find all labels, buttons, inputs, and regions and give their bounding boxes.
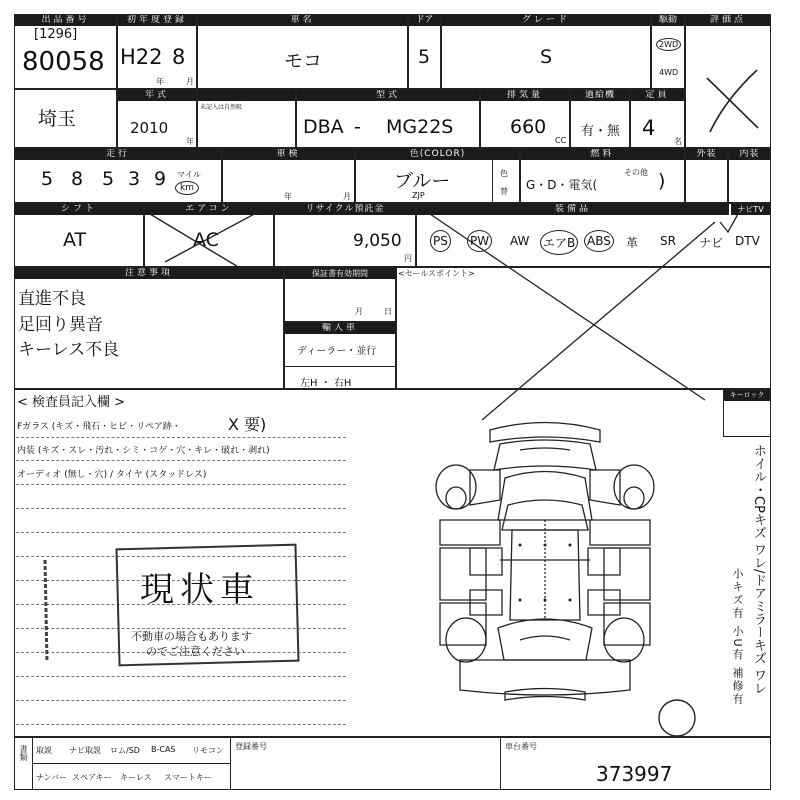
option-3: エアB bbox=[540, 230, 578, 255]
aircon-strike-1 bbox=[150, 214, 240, 268]
docs-item-b-3: スマートキー bbox=[164, 773, 212, 782]
import-header: 輸入車 bbox=[285, 323, 395, 334]
grade-value: S bbox=[540, 46, 553, 68]
mileage-unit-mile: マイル bbox=[177, 170, 201, 179]
sales-x-line-1 bbox=[430, 214, 705, 400]
option-4: ABS bbox=[584, 230, 614, 252]
option-8: DTV bbox=[735, 234, 760, 248]
model-header: 型式 bbox=[297, 90, 479, 101]
chassis-number: 373997 bbox=[596, 762, 673, 786]
drive-2wd-circled: 2WD bbox=[656, 38, 681, 51]
first-reg-year: H22 bbox=[120, 45, 163, 69]
docs-item-3: B-CAS bbox=[151, 745, 176, 754]
option-1: PW bbox=[467, 230, 492, 252]
inspector-line-1: Fガラス (キズ・飛石・ヒビ・リペア跡・ bbox=[17, 422, 181, 432]
recycle-header: リサイクル預託金 bbox=[275, 204, 415, 215]
stamp-line-2: のでご注意ください bbox=[146, 645, 245, 658]
drive-4wd: 4WD bbox=[659, 68, 679, 77]
option-6: SR bbox=[660, 234, 676, 248]
model-year-header: 年式 bbox=[118, 90, 196, 101]
docs-item-b-1: スペアキー bbox=[72, 773, 112, 782]
check-mark bbox=[720, 214, 738, 232]
docs-item-2: ロム/SD bbox=[110, 746, 140, 755]
mileage-header: 走行 bbox=[15, 149, 221, 160]
docs-item-4: リモコン bbox=[192, 746, 224, 755]
mileage-digit-4: 3 bbox=[128, 168, 141, 190]
fuel-other: その他 bbox=[624, 168, 648, 177]
aircon-header: エアコン bbox=[145, 204, 273, 215]
inspection-header: 車検 bbox=[223, 149, 354, 160]
color-header: 色(COLOR) bbox=[356, 149, 519, 160]
doors-value: 5 bbox=[418, 46, 431, 68]
model-code: MG22S bbox=[386, 116, 454, 138]
import-value: ディーラー・並行 bbox=[297, 346, 377, 357]
vertical-note-1: ホイル・CPキズ ワレ/ドアミラーキズ ワレ bbox=[751, 444, 766, 695]
inspector-header: < 検査員記入欄 > bbox=[17, 395, 126, 410]
interior-header: 内装 bbox=[729, 149, 770, 160]
mileage-digit-5: 9 bbox=[154, 168, 167, 190]
mileage-unit-km-circled: km bbox=[175, 181, 199, 195]
docs-item-b-2: キーレス bbox=[120, 773, 152, 782]
car-name-header: 車名 bbox=[198, 15, 407, 26]
sales-point-header: <セールスポイント> bbox=[398, 269, 475, 278]
region-value: 埼玉 bbox=[38, 108, 77, 130]
shift-header: シフト bbox=[15, 204, 143, 215]
stamp-line-1: 不動車の場合もあります bbox=[131, 630, 252, 643]
key-circle bbox=[659, 700, 695, 736]
capacity-unit: 名 bbox=[674, 137, 682, 146]
exterior-header: 外装 bbox=[686, 149, 727, 160]
first-reg-month: 8 bbox=[172, 45, 186, 69]
fuel-close: ) bbox=[658, 170, 666, 192]
model-year-unit: 年 bbox=[186, 137, 194, 146]
first-reg-year-unit: 年 bbox=[156, 77, 164, 86]
aircon-value: AC bbox=[193, 229, 219, 251]
remark-3: キーレス不良 bbox=[18, 340, 120, 360]
color-side-2: 替 bbox=[500, 187, 508, 196]
model-year-value: 2010 bbox=[130, 119, 169, 137]
turbo-value: 有・無 bbox=[581, 124, 621, 139]
sales-x-line-2 bbox=[482, 222, 715, 420]
docs-item-1: ナビ取説 bbox=[69, 746, 101, 755]
inspection-month-unit: 月 bbox=[343, 192, 351, 201]
lot-number: 80058 bbox=[22, 47, 105, 77]
capacity-header: 定員 bbox=[631, 90, 684, 101]
remarks-header: 注意事項 bbox=[15, 268, 283, 279]
displacement-unit: CC bbox=[555, 136, 567, 145]
remark-2: 足回り異音 bbox=[18, 315, 103, 335]
color-value: ブルー bbox=[394, 170, 451, 192]
options-header: 装備品 bbox=[417, 204, 729, 215]
doors-header: ドア bbox=[409, 15, 440, 26]
shift-value: AT bbox=[63, 229, 87, 251]
mileage-digit-3: 5 bbox=[102, 168, 115, 190]
turbo-header: 過給機 bbox=[571, 90, 629, 101]
car-diagram bbox=[436, 423, 654, 701]
warranty-month: 月 bbox=[355, 307, 363, 316]
mileage-digit-1: 5 bbox=[41, 168, 54, 190]
inspector-line-3: オーディオ (無し・穴) / タイヤ (スタッドレス) bbox=[17, 470, 207, 480]
docs-item-0: 取説 bbox=[36, 746, 52, 755]
warranty-day: 日 bbox=[384, 307, 392, 316]
color-side-1: 色 bbox=[500, 169, 508, 178]
first-reg-header: 初年度登録 bbox=[118, 15, 196, 26]
glass-note: X 要) bbox=[228, 415, 267, 434]
aircon-strike-2 bbox=[165, 212, 258, 262]
docs-item-b-0: ナンバー bbox=[36, 773, 68, 782]
option-7: ナビ bbox=[699, 236, 724, 250]
lot-code: [1296] bbox=[34, 27, 78, 42]
eval-x-mark bbox=[707, 70, 758, 132]
inspector-line-2: 内装 (キズ・スレ・汚れ・シミ・コゲ・穴・キレ・破れ・剥れ) bbox=[17, 446, 270, 456]
option-0: PS bbox=[430, 230, 451, 252]
model-sep: - bbox=[354, 116, 361, 138]
lot-header: 出品番号 bbox=[15, 15, 116, 26]
displacement-header: 排気量 bbox=[481, 90, 569, 101]
model-prefix: DBA bbox=[303, 116, 344, 138]
key-lock-header: キーロック bbox=[724, 390, 770, 401]
option-5: 革 bbox=[626, 236, 639, 250]
recycle-value: 9,050 bbox=[353, 231, 402, 251]
grade-header: グレード bbox=[442, 15, 650, 26]
car-name-value: モコ bbox=[284, 50, 323, 72]
option-2: AW bbox=[510, 234, 530, 248]
steering-value: 左H ・ 右H bbox=[300, 378, 352, 389]
mileage-digit-2: 8 bbox=[71, 168, 84, 190]
navi-tv-header: ナビTV bbox=[731, 204, 770, 215]
displacement-value: 660 bbox=[510, 116, 547, 138]
reg-no-label: 登録番号 bbox=[235, 742, 267, 751]
first-reg-month-unit: 月 bbox=[186, 77, 194, 86]
stamp-title: 現状車 bbox=[140, 570, 260, 610]
color-code: ZJP bbox=[412, 191, 425, 200]
inspection-year-unit: 年 bbox=[284, 192, 292, 201]
fuel-value: G・D・電気( bbox=[526, 178, 598, 192]
fuel-header: 燃料 bbox=[521, 149, 684, 160]
remark-1: 直進不良 bbox=[18, 289, 86, 309]
eval-header: 評価点 bbox=[686, 15, 770, 26]
margin-bar bbox=[45, 560, 47, 662]
vertical-note-2: 小キズ有 小U有 補修有 bbox=[731, 568, 744, 707]
drive-header: 駆動 bbox=[652, 15, 684, 26]
capacity-value: 4 bbox=[642, 116, 656, 140]
chassis-no-label: 車台番号 bbox=[505, 742, 537, 751]
unrecorded-note: 未記入は自然吸 bbox=[200, 104, 243, 111]
docs-side-label: 書類 bbox=[19, 745, 28, 761]
recycle-unit: 円 bbox=[404, 254, 412, 263]
warranty-header: 保証書有効期間 bbox=[285, 268, 395, 279]
